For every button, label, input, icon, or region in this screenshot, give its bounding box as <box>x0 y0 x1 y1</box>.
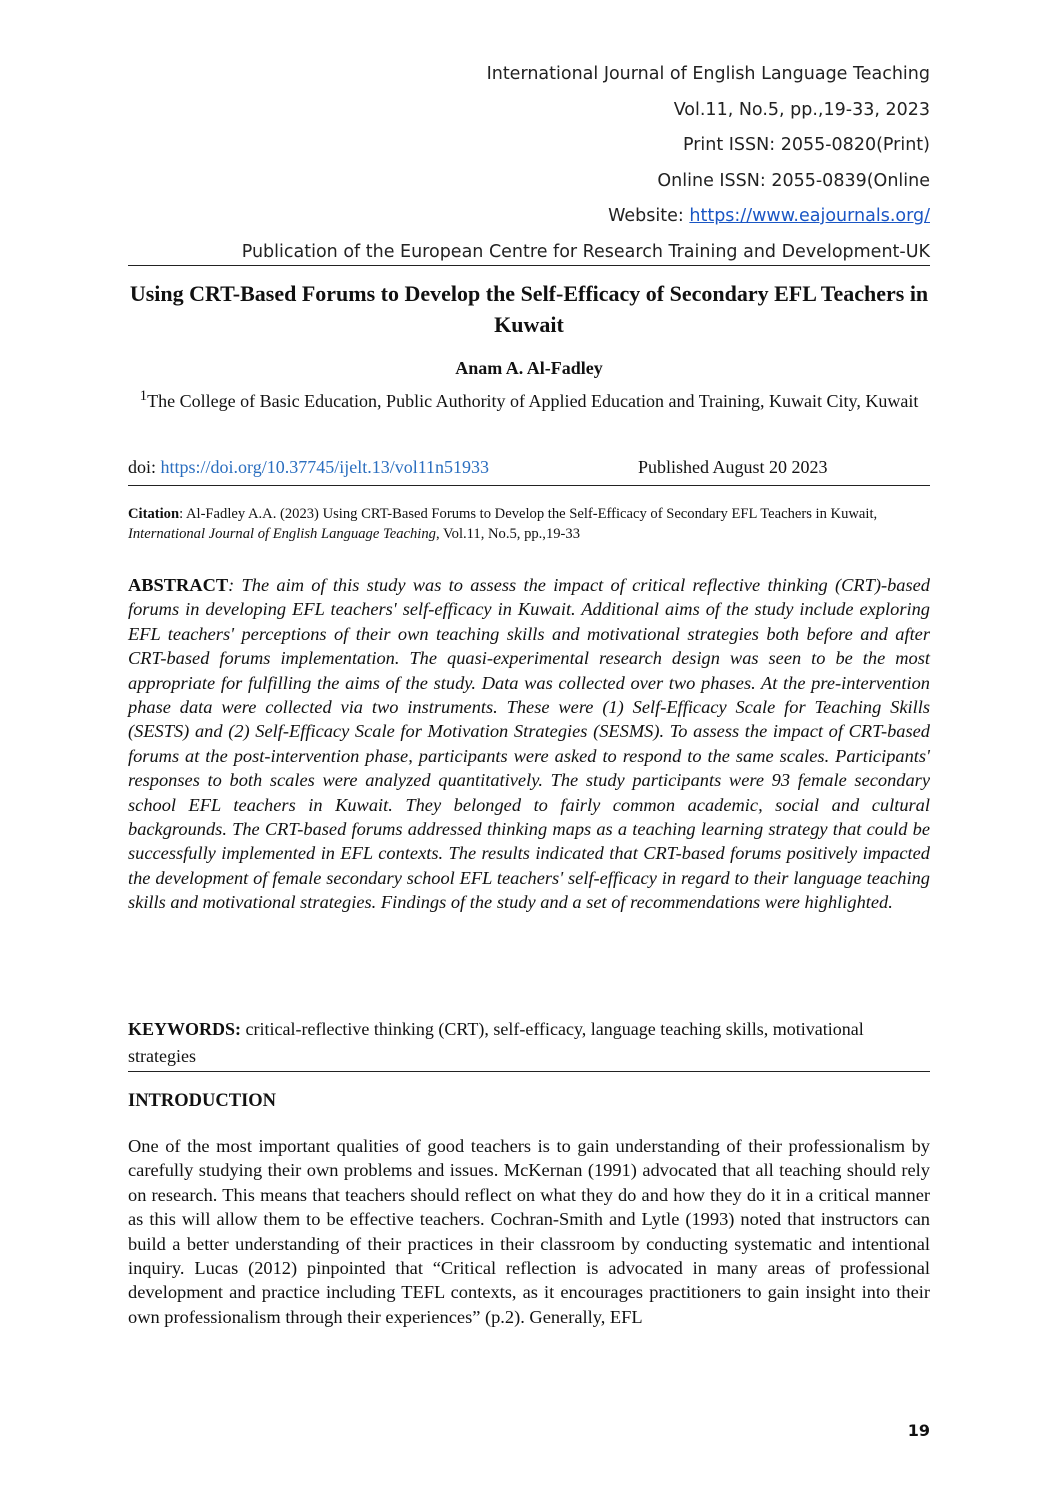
affiliation-marker: 1 <box>139 388 148 404</box>
website-line <box>608 206 930 226</box>
citation-journal: International Journal of English Language Teaching <box>128 526 436 542</box>
author-affiliation <box>128 384 930 414</box>
publisher-line: Publication of the European Centre for Research Training and Development-UK <box>241 242 930 262</box>
abstract-text: : The aim of this study was to assess the impact of critical reflective thinking (CRT)-based forums in developing EFL teachers' self-efficacy in Kuwait. Additional aims of the study include exploring EFL teachers' perceptions of their own teaching skills and motivational strategies both before and after CRT-based forums implementation. The quasi-experimental research design was seen to be the most appropriate for fulfilling the aims of the study. Data was collected over two phases. At the pre-intervention phase data were collected via two instruments. These were (1) Self-Efficacy Scale for Teaching Skills (SESTS) and (2) Self-Efficacy Scale for Motivation Strategies (SESMS). To assess the impact of CRT-based forums at the post-intervention phase, participants were asked to respond to the same scales. Participants' responses to both scales were analyzed quantitatively. The study participants were 93 female secondary school EFL teachers in Kuwait. They belonged to fairly common academic, social and cultural backgrounds. The CRT-based forums addressed thinking maps as a teaching learning strategy that could be successfully implemented in EFL contexts. The results indicated that CRT-based forums positively impacted the development of female secondary school EFL teachers' self-efficacy in regard to their language teaching skills and motivational strategies. Findings of the study and a set of recommendations were highlighted. <box>128 575 930 913</box>
volume-info: Vol.11, No.5, pp.,19-33, 2023 <box>673 100 930 120</box>
citation-text: : Al-Fadley A.A. (2023) Using CRT-Based Forums to Develop the Self-Efficacy of Secondary EFL Teachers in Kuwait, <box>179 506 878 522</box>
doi-link[interactable]: https://doi.org/10.37745/ijelt.13/vol11n51933 <box>160 457 490 477</box>
header-rule <box>128 265 930 266</box>
keywords-rule <box>128 1071 930 1072</box>
article-title: Using CRT-Based Forums to Develop the Self-Efficacy of Secondary EFL Teachers in Kuwait <box>129 281 929 337</box>
print-issn: Print ISSN: 2055-0820(Print) <box>682 135 930 155</box>
citation <box>128 504 930 544</box>
keywords-label: KEYWORDS: <box>128 1019 242 1039</box>
keywords <box>128 1016 930 1070</box>
citation-tail: , Vol.11, No.5, pp.,19-33 <box>435 526 581 542</box>
abstract-label: ABSTRACT <box>128 575 229 595</box>
author-name: Anam A. Al-Fadley <box>455 358 603 378</box>
affiliation-text: The College of Basic Education, Public Authority of Applied Education and Training, Kuwait City, Kuwait <box>147 391 919 411</box>
doi-rule <box>128 485 930 486</box>
online-issn: Online ISSN: 2055-0839(Online <box>657 171 930 191</box>
doi-label: doi: <box>128 457 161 477</box>
keywords-text: critical-reflective thinking (CRT), self-efficacy, language teaching skills, motivational strategies <box>128 1019 864 1066</box>
website-label: Website: <box>608 206 690 226</box>
introduction-text: One of the most important qualities of good teachers is to gain understanding of their professionalism by carefully studying their own problems and issues. McKernan (1991) advocated that all teaching should rely on research. This means that teachers should reflect on what they do and how they do it in a critical manner as this will allow them to be effective teachers. Cochran-Smith and Lytle (1993) noted that instructors can build a better understanding of their practices in their classroom by conducting systematic and intentional inquiry. Lucas (2012) pinpointed that “Critical reflection is advocated in many areas of professional development and practice including TEFL contexts, as it encourages practitioners to gain insight into their own professionalism through their experiences” (p.2). Generally, EFL <box>128 1136 930 1327</box>
abstract <box>128 573 930 915</box>
citation-label: Citation <box>128 506 180 522</box>
page-number: 19 <box>907 1421 930 1440</box>
introduction-heading: INTRODUCTION <box>128 1091 277 1111</box>
doi-line <box>128 457 489 478</box>
journal-name: International Journal of English Language Teaching <box>486 64 930 84</box>
website-link[interactable]: https://www.eajournals.org/ <box>689 206 930 226</box>
published-date: Published August 20 2023 <box>638 457 828 477</box>
